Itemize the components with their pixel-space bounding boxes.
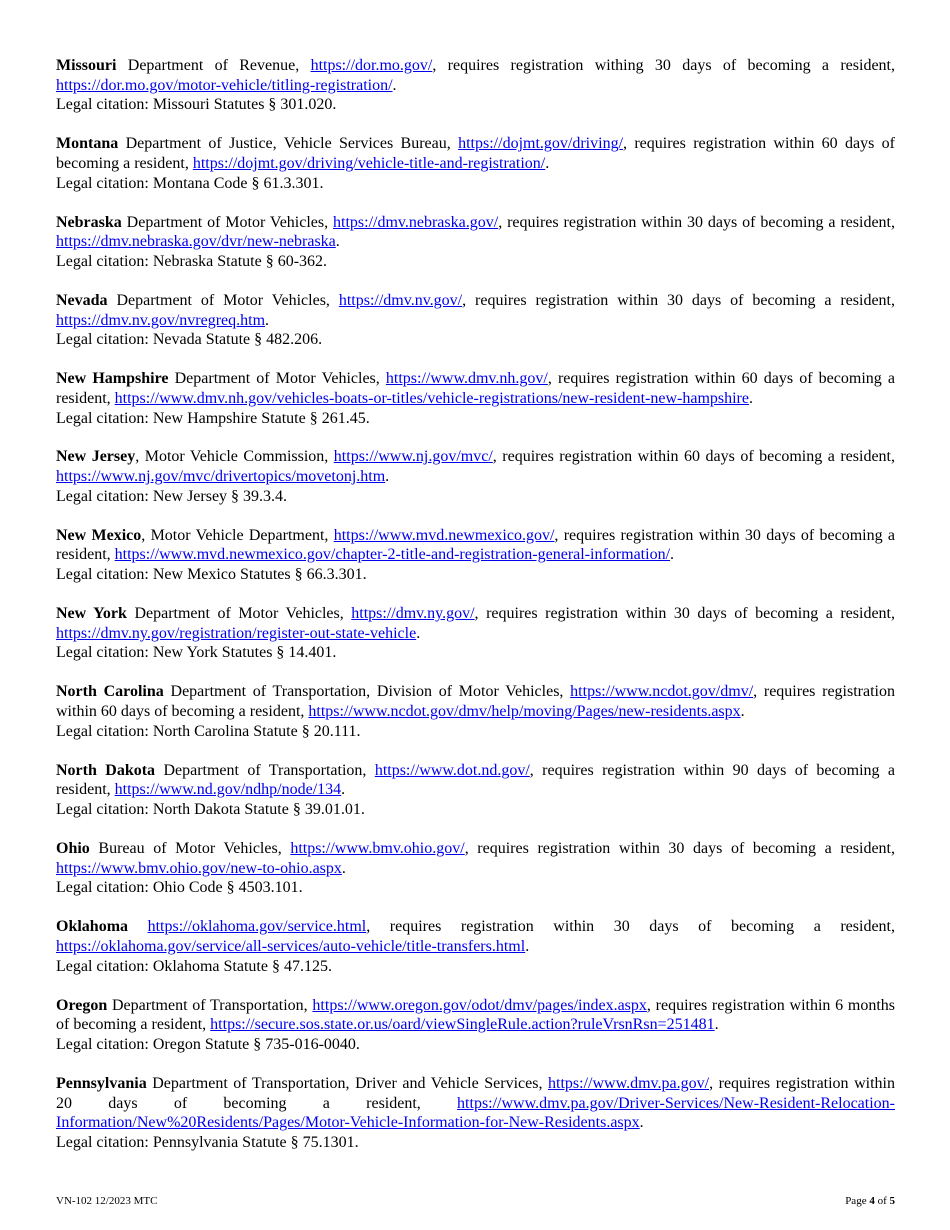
registration-info-link[interactable]: https://www.ncdot.gov/dmv/help/moving/Pages/new-residents.aspx (308, 703, 741, 721)
state-entry (56, 839, 895, 898)
registration-info-link[interactable]: https://dmv.ny.gov/registration/register-out-state-vehicle (56, 624, 417, 642)
registration-info-link[interactable]: https://dmv.nebraska.gov/dvr/new-nebraska (56, 233, 336, 251)
requirement-text: , requires registration within 6 months of becoming a resident, (56, 996, 896, 1034)
registration-info-link[interactable]: https://www.mvd.newmexico.gov/chapter-2-title-and-registration-general-information/ (114, 546, 671, 564)
agency-text (128, 918, 148, 935)
agency-link[interactable]: https://www.dmv.pa.gov/ (548, 1074, 710, 1092)
requirement-text: , requires registration within 30 days of becoming a resident, (464, 839, 895, 857)
state-entry (56, 761, 895, 820)
state-name: New York (56, 605, 127, 623)
state-name: New Hampshire (56, 370, 169, 388)
agency-link[interactable]: https://www.ncdot.gov/dmv/ (570, 683, 754, 701)
agency-text: Department of Motor Vehicles, (121, 213, 334, 231)
state-entry (56, 1074, 895, 1153)
registration-info-link[interactable]: https://www.dmv.nh.gov/vehicles-boats-or-titles/vehicle-registrations/new-resident-new-hampshire (114, 389, 749, 407)
agency-text: , Motor Vehicle Commission, (135, 448, 334, 466)
registration-paragraph: Missouri Department of Revenue, https://dor.mo.gov/, requires registration withing 30 days of becoming a resident, https://dor.mo.gov/motor-vehicle/titling-registration/. (56, 57, 896, 94)
legal-citation: Legal citation: Nevada Statute § 482.206. (56, 331, 323, 349)
registration-info-link[interactable]: https://dojmt.gov/driving/vehicle-title-and-registration/ (192, 155, 546, 172)
legal-citation: Legal citation: New Mexico Statutes § 66.3.301. (56, 566, 367, 584)
requirement-text: , requires registration within 30 days of becoming a resident, (366, 918, 895, 936)
state-entry (56, 369, 895, 428)
state-name: Pennsylvania (56, 1074, 147, 1092)
registration-paragraph: Oregon Department of Transportation, https://www.oregon.gov/odot/dmv/pages/index.aspx, requires registration within 6 months of becoming a resident, https://secure.sos.state.or.us/oard/viewSingleRule.action?ruleVrsnRsn=251481. (56, 996, 896, 1034)
state-name: New Jersey (56, 448, 136, 466)
state-entry (56, 134, 895, 193)
legal-citation: Legal citation: New York Statutes § 14.401. (56, 644, 337, 662)
state-name: North Carolina (56, 683, 164, 701)
registration-paragraph: New Jersey, Motor Vehicle Commission, https://www.nj.gov/mvc/, requires registration within 60 days of becoming a resident, https://www.nj.gov/mvc/drivertopics/movetonj.htm. (56, 448, 895, 486)
requirement-text: , requires registration within 60 days of becoming a resident, (492, 448, 895, 466)
registration-paragraph: Oklahoma https://oklahoma.gov/service.html, requires registration within 30 days of becoming a resident, https://oklahoma.gov/service/all-services/auto-vehicle/title-transfers.html. (56, 918, 895, 955)
state-entry (56, 682, 895, 741)
page-number: Page 4 of 5 (845, 1195, 895, 1207)
registration-paragraph: New York Department of Motor Vehicles, https://dmv.ny.gov/, requires registration within 30 days of becoming a resident, https://dmv.ny.gov/registration/register-out-state-vehicle. (56, 605, 895, 642)
registration-info-link[interactable]: https://www.nj.gov/mvc/drivertopics/movetonj.htm (56, 468, 386, 486)
legal-citation: Legal citation: Pennsylvania Statute § 75.1301. (56, 1133, 359, 1151)
legal-citation: Legal citation: Nebraska Statute § 60-362. (56, 253, 328, 270)
state-name: Ohio (56, 839, 90, 857)
requirement-text: , requires registration within 30 days of becoming a resident, (498, 213, 896, 231)
registration-info-link[interactable]: https://dor.mo.gov/motor-vehicle/titling-registration/ (56, 76, 393, 94)
registration-info-link[interactable]: https://oklahoma.gov/service/all-services/auto-vehicle/title-transfers.html (56, 937, 526, 955)
requirement-text: , requires registration withing 30 days of becoming a resident, (432, 57, 896, 74)
registration-paragraph: Nevada Department of Motor Vehicles, https://dmv.nv.gov/, requires registration within 30 days of becoming a resident, https://dmv.nv.gov/nvregreq.htm. (56, 291, 896, 329)
state-name: Oklahoma (56, 918, 129, 936)
registration-info-link[interactable]: https://www.dmv.pa.gov/Driver-Services/New-Resident-Relocation-Information/New%20Residents/Pages/Motor-Vehicle-Information-for-New-Residents.aspx (56, 1094, 895, 1132)
agency-text: Department of Justice, Vehicle Services Bureau, (118, 135, 459, 153)
agency-link[interactable]: https://dmv.nv.gov/ (338, 291, 463, 309)
state-entry (56, 447, 895, 506)
agency-text: Department of Motor Vehicles, (126, 605, 352, 623)
registration-paragraph: North Dakota Department of Transportation, https://www.dot.nd.gov/, requires registration within 90 days of becoming a resident, https://www.nd.gov/ndhp/node/134. (56, 761, 896, 799)
legal-citation: Legal citation: North Dakota Statute § 39.01.01. (56, 801, 365, 819)
agency-link[interactable]: https://dmv.nebraska.gov/ (333, 213, 499, 231)
document-body (56, 56, 895, 1172)
requirement-text: , requires registration within 30 days of becoming a resident, (474, 605, 895, 623)
registration-paragraph: Nebraska Department of Motor Vehicles, https://dmv.nebraska.gov/, requires registration within 30 days of becoming a resident, https://dmv.nebraska.gov/dvr/new-nebraska. (56, 213, 896, 251)
requirement-text: , requires registration within 20 days of becoming a resident, (56, 1074, 895, 1112)
state-name: Nebraska (56, 213, 122, 231)
agency-link[interactable]: https://www.nj.gov/mvc/ (333, 448, 493, 466)
state-name: Nevada (56, 291, 108, 309)
agency-link[interactable]: https://www.mvd.newmexico.gov/ (333, 526, 555, 544)
registration-paragraph: New Hampshire Department of Motor Vehicles, https://www.dmv.nh.gov/, requires registration within 60 days of becoming a resident, https://www.dmv.nh.gov/vehicles-boats-or-titles/vehicle-registrations/new-resident-new-hampshire. (56, 370, 896, 407)
agency-text: Department of Motor Vehicles, (107, 291, 339, 309)
requirement-text: , requires registration within 30 days of becoming a resident, (462, 291, 896, 309)
agency-text: Department of Revenue, (116, 57, 311, 74)
legal-citation: Legal citation: North Carolina Statute § 20.111. (56, 722, 361, 740)
state-name: Oregon (56, 996, 108, 1014)
requirement-text: , requires registration within 60 days of becoming a resident, (56, 683, 895, 721)
agency-link[interactable]: https://www.dot.nd.gov/ (374, 761, 530, 779)
legal-citation: Legal citation: New Jersey § 39.3.4. (56, 487, 288, 505)
state-name: North Dakota (56, 761, 156, 779)
agency-link[interactable]: https://www.oregon.gov/odot/dmv/pages/index.aspx (312, 996, 647, 1014)
state-entry (56, 996, 895, 1055)
page-total: 5 (889, 1195, 895, 1207)
state-entry (56, 604, 895, 663)
requirement-text: , requires registration within 60 days of becoming a resident, (56, 135, 895, 172)
agency-text: Bureau of Motor Vehicles, (89, 839, 291, 857)
agency-link[interactable]: https://dmv.ny.gov/ (351, 605, 475, 623)
registration-paragraph: New Mexico, Motor Vehicle Department, https://www.mvd.newmexico.gov/, requires registration within 30 days of becoming a resident, https://www.mvd.newmexico.gov/chapter-2-title-and-registration-general-information/. (56, 526, 895, 564)
legal-citation: Legal citation: Oklahoma Statute § 47.125. (56, 957, 332, 975)
state-entry (56, 213, 895, 272)
registration-paragraph: North Carolina Department of Transportation, Division of Motor Vehicles, https://www.ncdot.gov/dmv/, requires registration within 60 days of becoming a resident, https://www.ncdot.gov/dmv/help/moving/Pages/new-residents.aspx. (56, 683, 895, 721)
agency-link[interactable]: https://dor.mo.gov/ (310, 57, 433, 74)
legal-citation: Legal citation: New Hampshire Statute § 261.45. (56, 409, 370, 427)
agency-text: Department of Transportation, (107, 996, 313, 1014)
registration-info-link[interactable]: https://dmv.nv.gov/nvregreq.htm (56, 311, 266, 329)
requirement-text: , requires registration within 90 days of becoming a resident, (56, 761, 896, 799)
agency-link[interactable]: https://www.bmv.ohio.gov/ (290, 839, 465, 857)
agency-link[interactable]: https://dojmt.gov/driving/ (458, 135, 624, 153)
legal-citation: Legal citation: Ohio Code § 4503.101. (56, 879, 303, 897)
registration-info-link[interactable]: https://www.nd.gov/ndhp/node/134 (114, 781, 342, 799)
registration-paragraph: Ohio Bureau of Motor Vehicles, https://www.bmv.ohio.gov/, requires registration within 30 days of becoming a resident, https://www.bmv.ohio.gov/new-to-ohio.aspx. (56, 839, 895, 877)
legal-citation: Legal citation: Missouri Statutes § 301.020. (56, 96, 337, 114)
legal-citation: Legal citation: Oregon Statute § 735-016-0040. (56, 1035, 360, 1053)
agency-text: Department of Transportation, Driver and Vehicle Services, (146, 1074, 549, 1092)
state-entry (56, 917, 895, 976)
agency-text: Department of Motor Vehicles, (168, 370, 386, 388)
agency-text: , Motor Vehicle Department, (141, 526, 334, 544)
registration-paragraph: Pennsylvania Department of Transportation, Driver and Vehicle Services, https://www.dmv.pa.gov/, requires registration within 20 days of becoming a resident, https://www.dmv.pa.gov/Driver-Services/New-Resident-Relocation-Information/New%20Residents/Pages/Motor-Vehicle-Information-for-New-Residents.aspx. (56, 1074, 895, 1132)
registration-info-link[interactable]: https://www.bmv.ohio.gov/new-to-ohio.aspx (56, 859, 342, 877)
legal-citation: Legal citation: Montana Code § 61.3.301. (56, 174, 324, 192)
form-id: VN-102 12/2023 MTC (56, 1195, 158, 1207)
registration-paragraph: Montana Department of Justice, Vehicle Services Bureau, https://dojmt.gov/driving/, requires registration within 60 days of becoming a resident, https://dojmt.gov/driving/vehicle-title-and-registration/. (56, 135, 895, 172)
agency-link[interactable]: https://oklahoma.gov/service.html (147, 918, 367, 936)
state-name: Missouri (56, 57, 117, 74)
agency-link[interactable]: https://www.dmv.nh.gov/ (385, 370, 548, 388)
registration-info-link[interactable]: https://secure.sos.state.or.us/oard/viewSingleRule.action?ruleVrsnRsn=251481 (210, 1016, 715, 1034)
state-entry (56, 291, 895, 350)
requirement-text: , requires registration within 60 days of becoming a resident, (56, 370, 896, 407)
state-entry (56, 526, 895, 585)
agency-text: Department of Transportation, Division of Motor Vehicles, (163, 683, 571, 701)
state-name: Montana (56, 135, 119, 153)
state-entry (56, 56, 895, 115)
state-name: New Mexico (56, 526, 142, 544)
agency-text: Department of Transportation, (155, 761, 375, 779)
page-current: 4 (869, 1195, 875, 1207)
requirement-text: , requires registration within 30 days of becoming a resident, (56, 526, 895, 564)
